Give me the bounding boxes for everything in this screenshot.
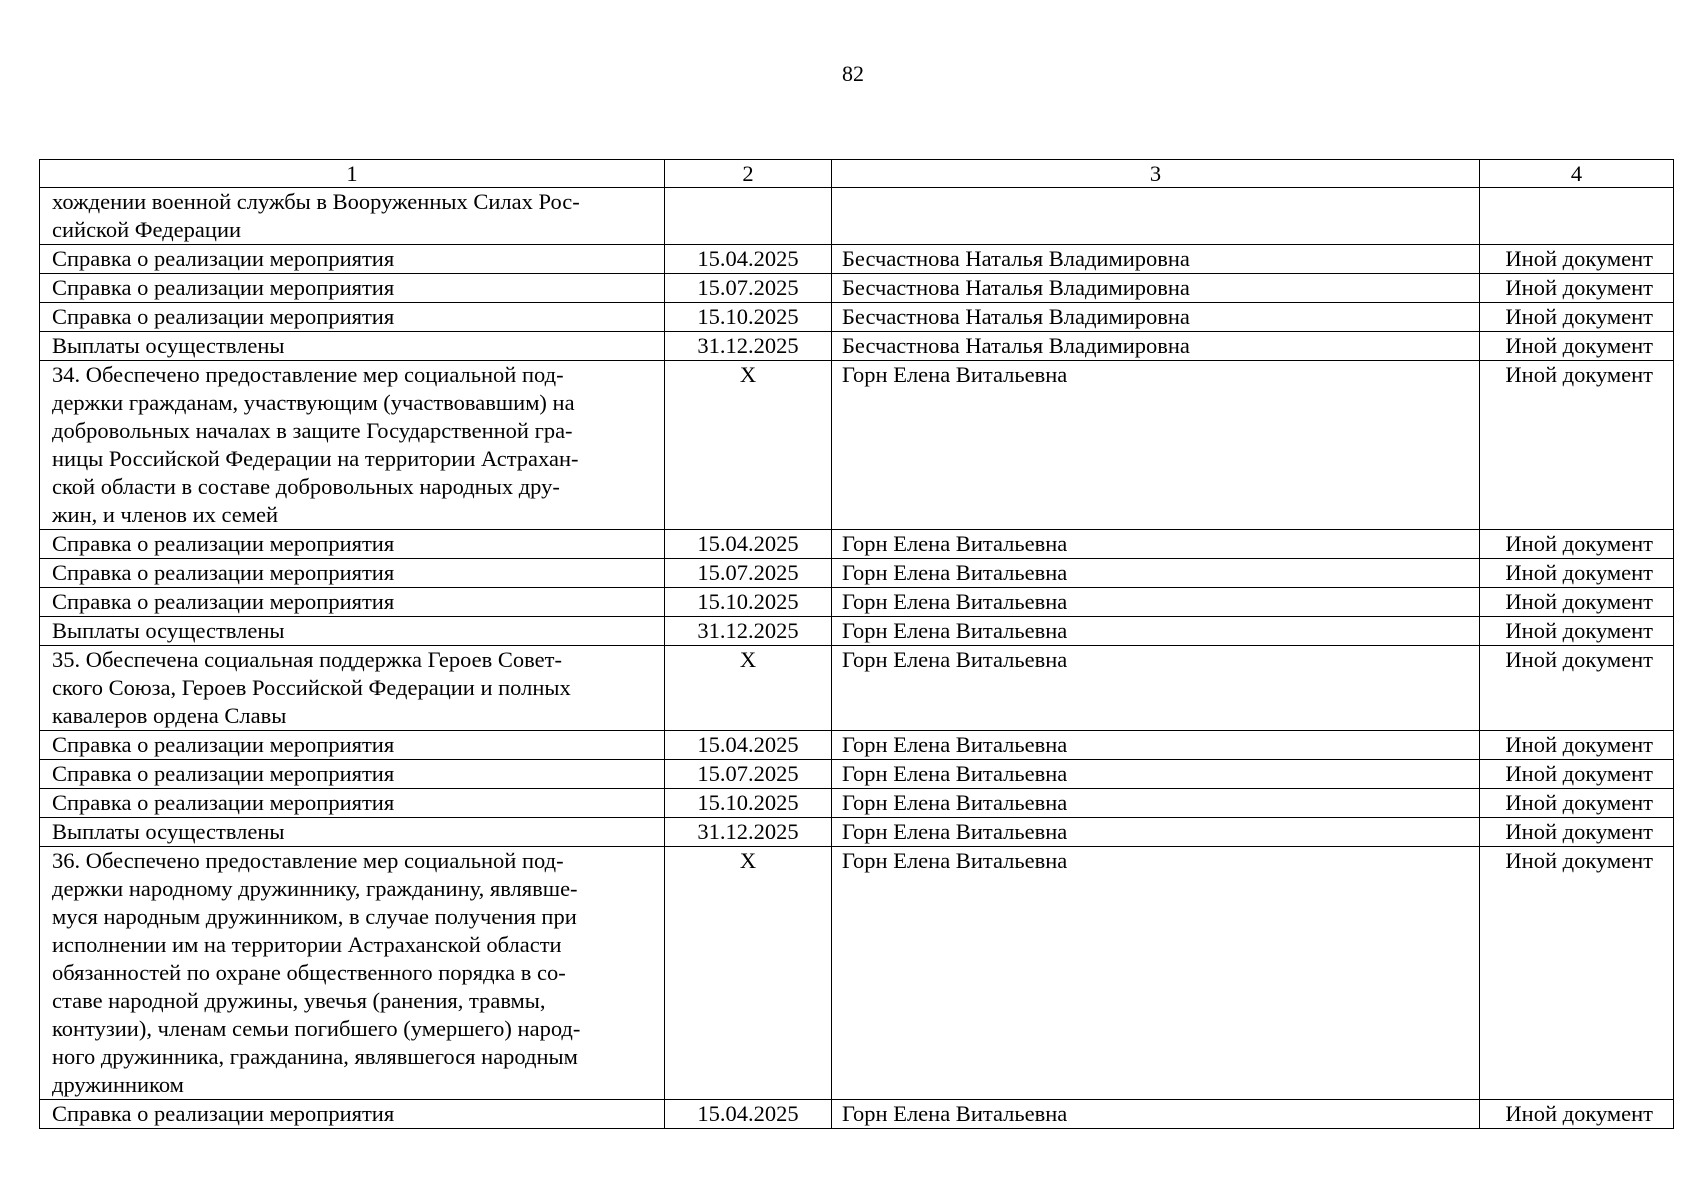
document-type-cell: Иной документ <box>1480 274 1674 303</box>
table-row <box>40 274 1674 303</box>
table-row <box>40 760 1674 789</box>
description-cell: Выплаты осуществлены <box>40 332 665 361</box>
date-cell: 15.04.2025 <box>665 530 832 559</box>
description-cell: Справка о реализации мероприятия <box>40 245 665 274</box>
table-row <box>40 1100 1674 1129</box>
date-cell: X <box>665 847 832 1100</box>
description-cell: Справка о реализации мероприятия <box>40 1100 665 1129</box>
date-cell: 31.12.2025 <box>665 332 832 361</box>
column-header-1: 1 <box>40 160 665 188</box>
responsible-cell <box>832 188 1480 245</box>
date-cell: 15.10.2025 <box>665 303 832 332</box>
date-cell: 15.04.2025 <box>665 731 832 760</box>
document-type-cell: Иной документ <box>1480 646 1674 731</box>
table-row <box>40 847 1674 1100</box>
table-row <box>40 188 1674 245</box>
document-type-cell: Иной документ <box>1480 588 1674 617</box>
document-type-cell: Иной документ <box>1480 332 1674 361</box>
description-cell: Справка о реализации мероприятия <box>40 789 665 818</box>
date-cell: 15.10.2025 <box>665 789 832 818</box>
description-cell: Выплаты осуществлены <box>40 818 665 847</box>
description-cell: Справка о реализации мероприятия <box>40 760 665 789</box>
date-cell: X <box>665 361 832 530</box>
date-cell <box>665 188 832 245</box>
document-type-cell: Иной документ <box>1480 303 1674 332</box>
date-cell: 15.07.2025 <box>665 760 832 789</box>
document-type-cell: Иной документ <box>1480 617 1674 646</box>
document-type-cell: Иной документ <box>1480 361 1674 530</box>
date-cell: X <box>665 646 832 731</box>
responsible-cell: Горн Елена Витальевна <box>832 530 1480 559</box>
table-row <box>40 361 1674 530</box>
table-row <box>40 617 1674 646</box>
date-cell: 15.07.2025 <box>665 274 832 303</box>
responsible-cell: Горн Елена Витальевна <box>832 617 1480 646</box>
responsible-cell: Бесчастнова Наталья Владимировна <box>832 332 1480 361</box>
document-type-cell: Иной документ <box>1480 559 1674 588</box>
document-type-cell: Иной документ <box>1480 245 1674 274</box>
responsible-cell: Горн Елена Витальевна <box>832 789 1480 818</box>
date-cell: 15.04.2025 <box>665 245 832 274</box>
responsible-cell: Бесчастнова Наталья Владимировна <box>832 274 1480 303</box>
date-cell: 15.07.2025 <box>665 559 832 588</box>
responsible-cell: Бесчастнова Наталья Владимировна <box>832 245 1480 274</box>
table-row <box>40 731 1674 760</box>
responsible-cell: Горн Елена Витальевна <box>832 646 1480 731</box>
document-type-cell: Иной документ <box>1480 760 1674 789</box>
responsible-cell: Горн Елена Витальевна <box>832 818 1480 847</box>
description-cell: Справка о реализации мероприятия <box>40 530 665 559</box>
date-cell: 15.10.2025 <box>665 588 832 617</box>
responsible-cell: Горн Елена Витальевна <box>832 847 1480 1100</box>
date-cell: 31.12.2025 <box>665 818 832 847</box>
table-row <box>40 303 1674 332</box>
document-type-cell <box>1480 188 1674 245</box>
description-cell: хождении военной службы в Вооруженных Силах Рос- сийской Федерации <box>40 188 665 245</box>
description-cell: Справка о реализации мероприятия <box>40 731 665 760</box>
table-row <box>40 789 1674 818</box>
description-cell: 34. Обеспечено предоставление мер социальной под- держки гражданам, участвующим (участвовавшим) на добровольных началах в защите Государственной гра- ницы Российской Федерации на территории Астрахан- ской области в составе добровольных народных дру- жин, и членов их семей <box>40 361 665 530</box>
description-cell: Справка о реализации мероприятия <box>40 559 665 588</box>
column-header-3: 3 <box>832 160 1480 188</box>
table-row <box>40 245 1674 274</box>
description-cell: 35. Обеспечена социальная поддержка Героев Совет- ского Союза, Героев Российской Федерации и полных кавалеров ордена Славы <box>40 646 665 731</box>
description-cell: Справка о реализации мероприятия <box>40 274 665 303</box>
document-type-cell: Иной документ <box>1480 731 1674 760</box>
column-header-4: 4 <box>1480 160 1674 188</box>
description-cell: 36. Обеспечено предоставление мер социальной под- держки народному дружиннику, гражданину, являвше- муся народным дружинником, в случае получения при исполнении им на территории Астраханской области обязанностей по охране общественного порядка в со- ставе народной дружины, увечья (ранения, травмы, контузии), членам семьи погибшего (умершего) народ- ного дружинника, гражданина, являвшегося народным дружинником <box>40 847 665 1100</box>
table-row <box>40 559 1674 588</box>
table-row <box>40 818 1674 847</box>
table-row <box>40 332 1674 361</box>
document-type-cell: Иной документ <box>1480 1100 1674 1129</box>
table-row <box>40 588 1674 617</box>
document-type-cell: Иной документ <box>1480 818 1674 847</box>
description-cell: Справка о реализации мероприятия <box>40 588 665 617</box>
table-row <box>40 646 1674 731</box>
responsible-cell: Горн Елена Витальевна <box>832 760 1480 789</box>
responsible-cell: Горн Елена Витальевна <box>832 731 1480 760</box>
date-cell: 31.12.2025 <box>665 617 832 646</box>
responsible-cell: Горн Елена Витальевна <box>832 588 1480 617</box>
responsible-cell: Бесчастнова Наталья Владимировна <box>832 303 1480 332</box>
document-type-cell: Иной документ <box>1480 530 1674 559</box>
responsible-cell: Горн Елена Витальевна <box>832 361 1480 530</box>
table-header-row <box>40 160 1674 188</box>
document-table <box>39 159 1674 1129</box>
column-header-2: 2 <box>665 160 832 188</box>
page-number: 82 <box>842 61 864 86</box>
document-type-cell: Иной документ <box>1480 847 1674 1100</box>
description-cell: Справка о реализации мероприятия <box>40 303 665 332</box>
document-type-cell: Иной документ <box>1480 789 1674 818</box>
responsible-cell: Горн Елена Витальевна <box>832 559 1480 588</box>
responsible-cell: Горн Елена Витальевна <box>832 1100 1480 1129</box>
date-cell: 15.04.2025 <box>665 1100 832 1129</box>
description-cell: Выплаты осуществлены <box>40 617 665 646</box>
table-row <box>40 530 1674 559</box>
